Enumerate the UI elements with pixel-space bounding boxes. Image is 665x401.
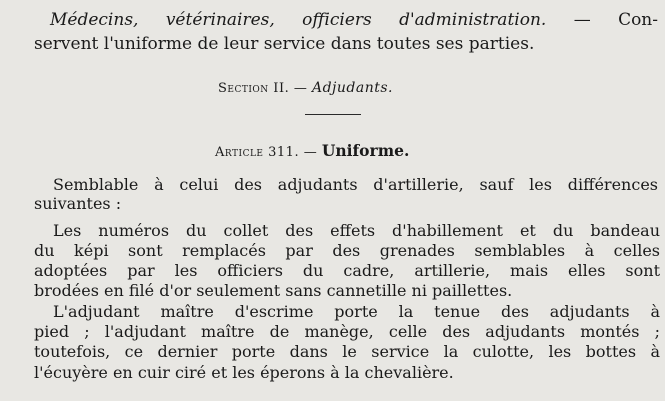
paragraph-2-line-3: adoptées par les officiers du cadre, artillerie, mais elles sont bbox=[34, 261, 660, 280]
paragraph-3-line-3: toutefois, ce dernier porte dans le service la culotte, les bottes à bbox=[34, 342, 660, 361]
section-heading bbox=[218, 81, 393, 95]
paragraph-2-line-4: brodées en filé d'or seulement sans cannetille ni paillettes. bbox=[34, 281, 513, 300]
paragraph-1-line-1: Semblable à celui des adjudants d'artillerie, sauf les différences bbox=[53, 175, 658, 194]
intro-line-2: servent l'uniforme de leur service dans toutes ses parties. bbox=[34, 34, 535, 54]
article-label: Article 311. — bbox=[215, 145, 322, 160]
intro-italic-heading: Médecins, vétérinaires, officiers d'administration. bbox=[50, 10, 547, 30]
paragraph-1-line-2: suivantes : bbox=[34, 194, 122, 213]
paragraph-3-line-2: pied ; l'adjudant maître de manège, celle des adjudants montés ; bbox=[34, 322, 660, 341]
article-heading bbox=[215, 143, 409, 159]
paragraph-2-line-2: du képi sont remplacés par des grenades semblables à celles bbox=[34, 241, 660, 260]
intro-line-1-rest: — Con- bbox=[546, 10, 658, 30]
paragraph-3-line-1: L'adjudant maître d'escrime porte la tenue des adjudants à bbox=[53, 302, 660, 321]
intro-line-1 bbox=[50, 12, 658, 29]
section-label: Section II. — bbox=[218, 81, 312, 96]
paragraph-2-line-1: Les numéros du collet des effets d'habillement et du bandeau bbox=[53, 221, 660, 240]
section-divider bbox=[305, 114, 361, 115]
paragraph-3-line-4: l'écuyère en cuir ciré et les éperons à la chevalière. bbox=[34, 363, 454, 382]
article-title: Uniforme. bbox=[321, 141, 410, 160]
section-title: Adjudants. bbox=[311, 80, 393, 96]
